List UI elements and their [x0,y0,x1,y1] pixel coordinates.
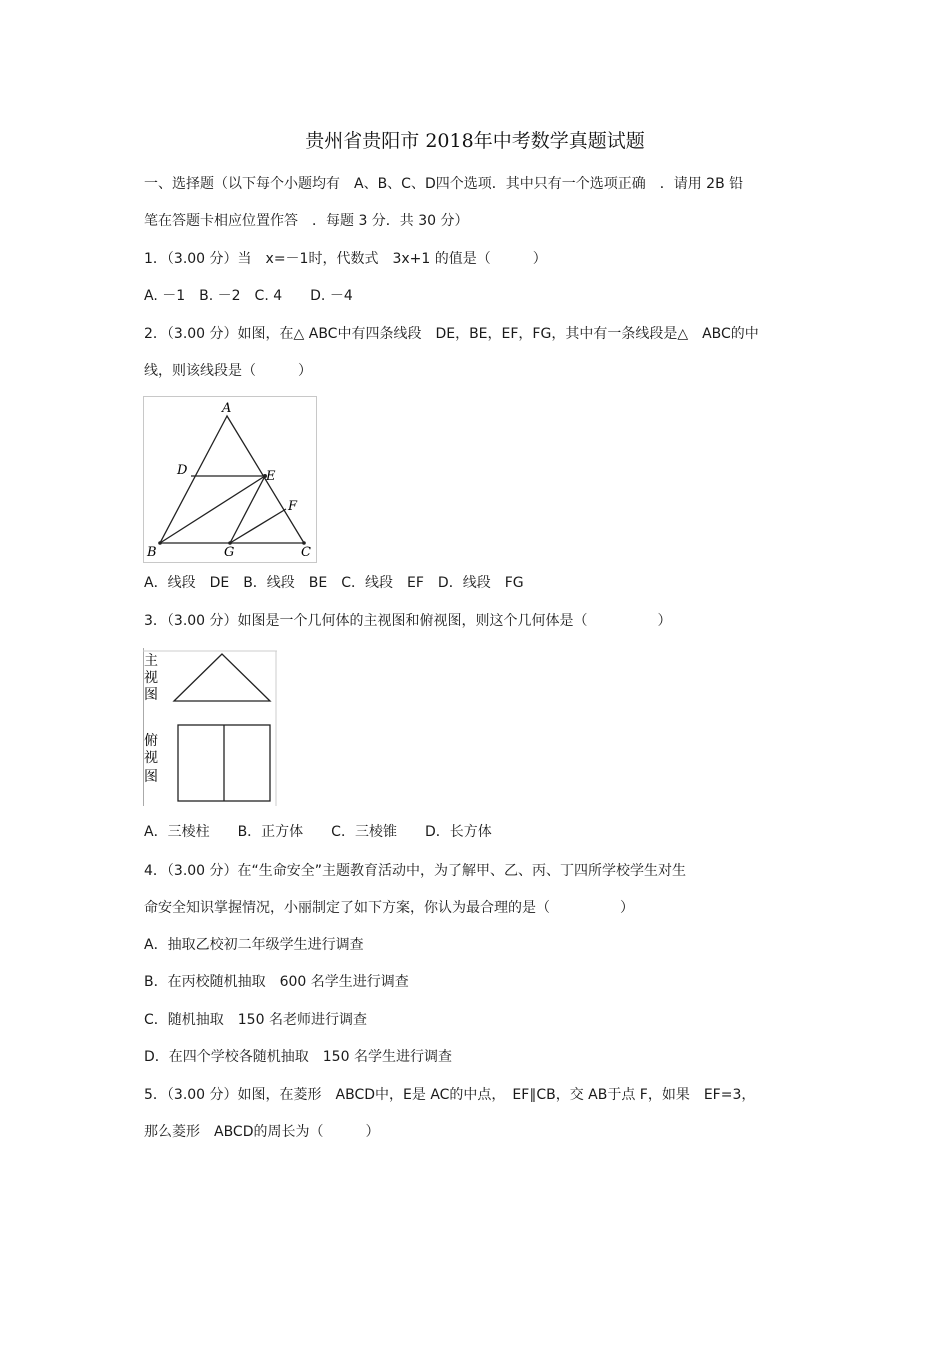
front-view-label-char-3: 图 [144,687,158,703]
label-b: B [147,545,157,560]
page-title: 贵州省贵阳市 2018年中考数学真题试题 [305,130,645,152]
question-5-stem-line-1: 5．（3.00 分）如图，在菱形 ABCD中，E是 AC的中点， EF∥CB，交 AB于点 F，如果 EF=3， [144,1087,756,1103]
label-f: F [288,499,298,514]
label-a: A [222,401,232,416]
top-view-label-char-2: 视 [144,750,158,766]
triangle-abc [160,416,304,543]
triangle-abc-figure [143,396,318,564]
question-2-stem-line-1: 2．（3.00 分）如图，在△ ABC中有四条线段 DE，BE，EF，FG，其中有一条线段是△ ABC的中 [144,326,759,342]
top-view-label-char-3: 图 [144,769,158,785]
label-c: C [301,545,311,560]
question-3-stem: 3．（3.00 分）如图是一个几何体的主视图和俯视图，则这个几何体是（ ） [144,613,672,629]
question-4-stem-line-1: 4．（3.00 分）在“生命安全”主题教育活动中，为了解甲、乙、丙、丁四所学校学生对生 [144,863,687,879]
label-d: D [177,463,188,478]
segment-be [160,476,265,543]
question-4-option-b: B．在丙校随机抽取 600 名学生进行调查 [144,974,409,990]
section-instructions-line-2: 笔在答题卡相应位置作答 ．每题 3 分．共 30 分） [144,213,469,229]
question-2-stem-line-2: 线，则该线段是（ ） [144,363,312,379]
front-view-triangle [174,654,270,701]
top-view-label-char-1: 俯 [144,733,158,749]
question-4-option-a: A．抽取乙校初二年级学生进行调查 [144,937,364,953]
label-g: G [224,545,235,560]
question-2-options: A．线段 DE B．线段 BE C．线段 EF D．线段 FG [144,575,524,591]
question-3-options: A．三棱柱 B．正方体 C．三棱锥 D．长方体 [144,824,492,840]
point-b-dot [158,541,162,545]
question-4-stem-line-2: 命安全知识掌握情况，小丽制定了如下方案，你认为最合理的是（ ） [144,900,634,916]
question-4-option-d: D．在四个学校各随机抽取 150 名学生进行调查 [144,1049,452,1065]
question-1-stem: 1．（3.00 分）当 x=－1时，代数式 3x+1 的值是（ ） [144,251,547,267]
three-view-figure [143,648,277,806]
question-5-stem-line-2: 那么菱形 ABCD的周长为（ ） [144,1124,380,1140]
question-1-options: A. －1 B. －2 C. 4 D. －4 [144,288,353,304]
question-4-option-c: C．随机抽取 150 名老师进行调查 [144,1012,367,1028]
label-e: E [266,469,276,484]
front-view-label-char-2: 视 [144,670,158,686]
section-instructions-line-1: 一、选择题（以下每个小题均有 A、B、C、D四个选项．其中只有一个选项正确 ．请用 2B 铅 [144,176,744,192]
front-view-label-char-1: 主 [144,653,158,669]
